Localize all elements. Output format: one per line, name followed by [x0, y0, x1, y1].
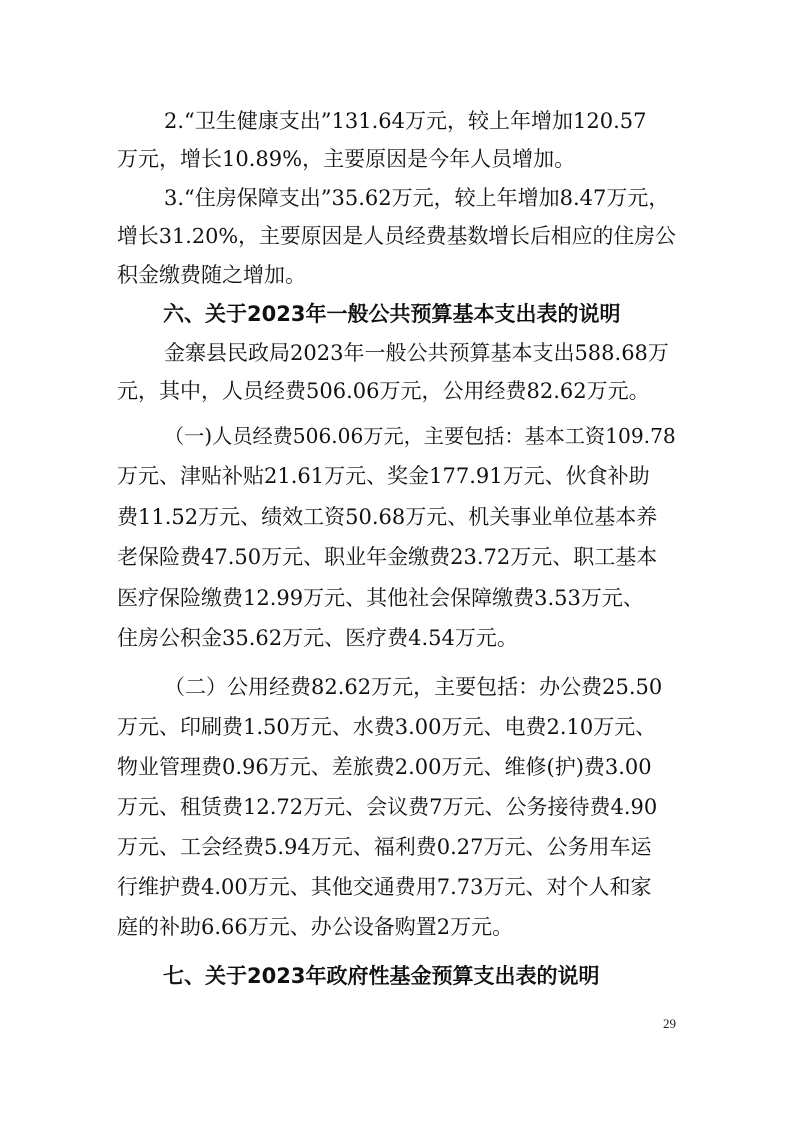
paragraph-line: （一)人员经费506.06万元，主要包括：基本工资109.78 — [164, 424, 676, 448]
paragraph-line: （二）公用经费82.62万元，主要包括：办公费25.50 — [164, 675, 663, 699]
paragraph-line: 3.“住房保障支出”35.62万元，较上年增加8.47万元， — [164, 186, 670, 210]
paragraph-line: 增长31.20%，主要原因是人员经费基数增长后相应的住房公 — [117, 224, 676, 248]
paragraph-line: 万元，增长10.89%，主要原因是今年人员增加。 — [117, 147, 576, 171]
paragraph-line: 万元、工会经费5.94万元、福利费0.27万元、公务用车运 — [117, 835, 652, 859]
paragraph-line: 金寨县民政局2023年一般公共预算基本支出588.68万 — [164, 341, 669, 365]
paragraph-line: 2.“卫生健康支出”131.64万元，较上年增加120.57 — [164, 109, 647, 133]
paragraph-line: 医疗保险缴费12.99万元、其他社会保障缴费3.53万元、 — [117, 586, 644, 610]
paragraph-line: 万元、印刷费1.50万元、水费3.00万元、电费2.10万元、 — [117, 715, 657, 739]
paragraph-line: 住房公积金35.62万元、医疗费4.54万元。 — [117, 626, 518, 650]
paragraph-line: 万元、津贴补贴21.61万元、奖金177.91万元、伙食补助 — [117, 464, 650, 488]
section-heading-6: 六、关于2023年一般公共预算基本支出表的说明 — [163, 302, 621, 326]
paragraph-line: 行维护费4.00万元、其他交通费用7.73万元、对个人和家 — [117, 875, 652, 899]
section-heading-7: 七、关于2023年政府性基金预算支出表的说明 — [163, 964, 600, 988]
paragraph-line: 万元、租赁费12.72万元、会议费7万元、公务接待费4.90 — [117, 795, 658, 819]
paragraph-line: 元，其中，人员经费506.06万元，公用经费82.62万元。 — [117, 379, 650, 403]
paragraph-line: 老保险费47.50万元、职业年金缴费23.72万元、职工基本 — [117, 545, 658, 569]
paragraph-line: 庭的补助6.66万元、办公设备购置2万元。 — [117, 915, 514, 939]
paragraph-line: 物业管理费0.96万元、差旅费2.00万元、维修(护)费3.00 — [117, 755, 652, 779]
page-number: 29 — [663, 1016, 676, 1031]
paragraph-line: 积金缴费随之增加。 — [117, 263, 306, 287]
paragraph-line: 费11.52万元、绩效工资50.68万元、机关事业单位基本养 — [117, 505, 658, 529]
